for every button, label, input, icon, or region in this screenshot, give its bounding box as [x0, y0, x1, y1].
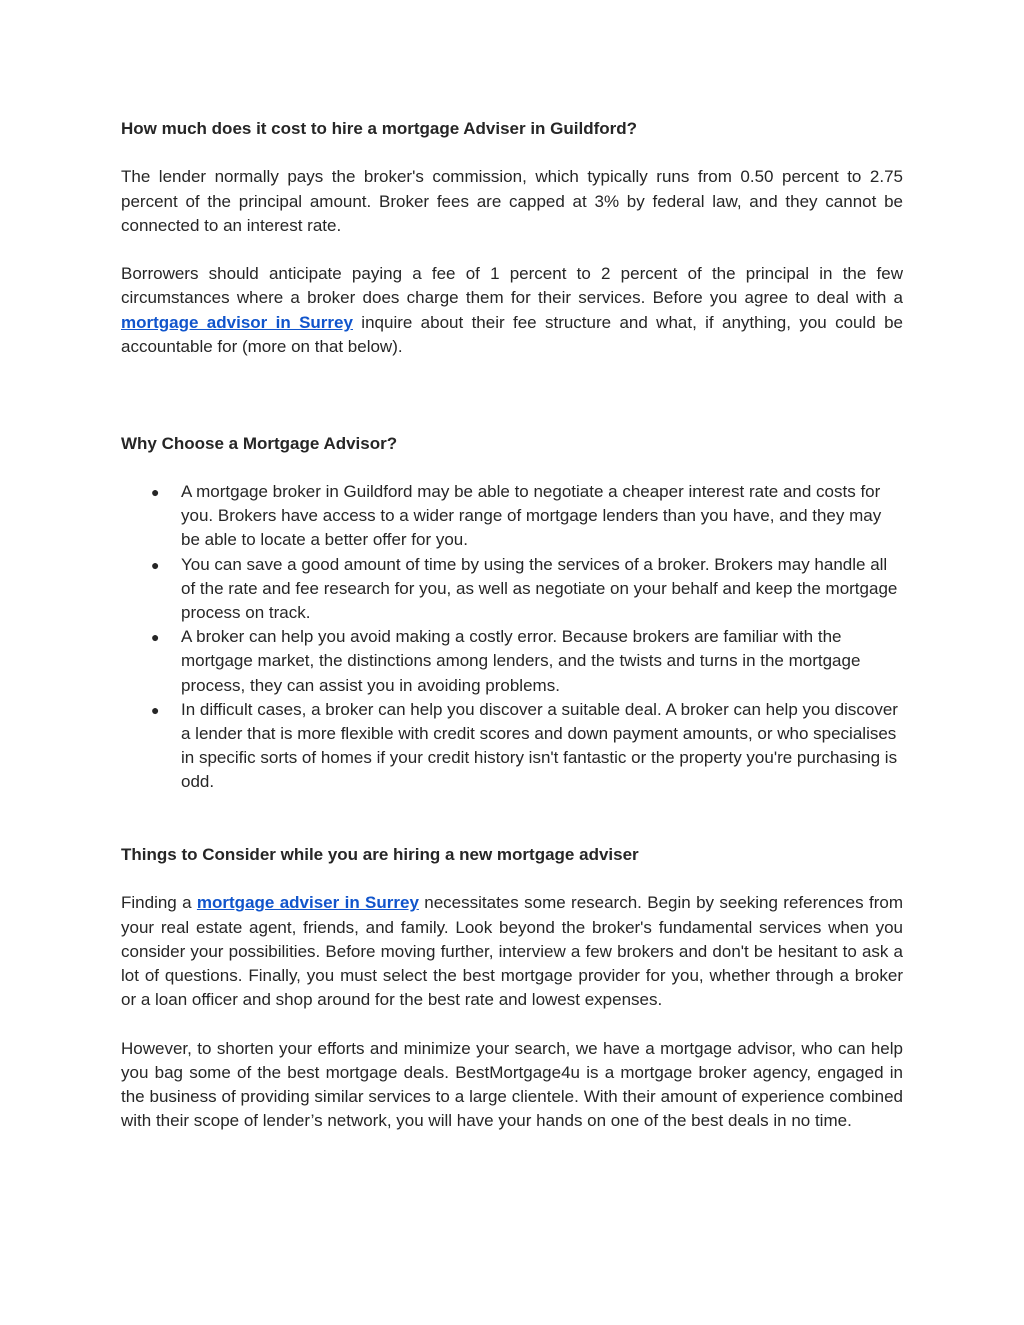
section-heading-why-choose: Why Choose a Mortgage Advisor?	[121, 433, 398, 453]
list-item-text: In difficult cases, a broker can help you discover a suitable deal. A broker can help you discover a lender that is more flexible with credit scores and down payment amounts, or who specialises in specific sorts of homes if your credit history isn't fantastic or the property you're purchasing is odd.	[181, 699, 898, 792]
paragraph-finding-adviser	[121, 891, 903, 1012]
mortgage-advisor-surrey-link[interactable]: mortgage advisor in Surrey	[121, 312, 353, 332]
paragraph-borrower-fees	[121, 262, 903, 359]
reasons-list	[121, 480, 903, 795]
mortgage-adviser-surrey-link[interactable]: mortgage adviser in Surrey	[196, 893, 419, 913]
section-heading-things-to-consider: Things to Consider while you are hiring a new mortgage adviser	[121, 845, 639, 865]
list-item	[121, 480, 903, 553]
paragraph-commission: The lender normally pays the broker's commission, which typically runs from 0.50 percent to 2.75 percent of the principal amount. Broker fees are capped at 3% by federal law, and they cannot be connected to an interest rate.	[121, 167, 903, 235]
paragraph-text: necessitates some research. Begin by seeking references from your real estate agent, friends, and family. Look beyond the broker's fundamental services when you consider your possibilities. Before moving further, interview a few brokers and don't be hesitant to ask a lot of questions. Finally, you must select the best mortgage provider for you, whether through a broker or a loan officer and shop around for the best rate and lowest expenses.	[121, 893, 903, 1010]
list-item	[121, 698, 903, 795]
bullet-icon: ●	[151, 483, 160, 500]
list-item-text: A mortgage broker in Guildford may be able to negotiate a cheaper interest rate and costs for you. Brokers have access to a wider range of mortgage lenders than you have, and they may be able to locate a better offer for you.	[181, 481, 882, 550]
paragraph-text: Finding a	[121, 893, 197, 913]
paragraph-text: inquire about their fee structure and what, if anything, you could be accountable for (more on that below).	[121, 312, 903, 356]
section-heading-cost: How much does it cost to hire a mortgage Adviser in Guildford?	[121, 119, 638, 138]
list-item-text: A broker can help you avoid making a costly error. Because brokers are familiar with the mortgage market, the distinctions among lenders, and the twists and turns in the mortgage process, they can assist you in avoiding problems.	[181, 627, 861, 695]
paragraph-bestmortgage4u: However, to shorten your efforts and minimize your search, we have a mortgage advisor, who can help you bag some of the best mortgage deals. BestMortgage4u is a mortgage broker agency, engaged in the business of providing similar services to a large clientele. With their amount of experience combined with their scope of lender’s network, you will have your hands on one of the best deals in no time.	[121, 1038, 903, 1131]
list-item	[121, 553, 903, 626]
bullet-icon: ●	[151, 556, 160, 573]
paragraph-text: Borrowers should anticipate paying a fee of 1 percent to 2 percent of the principal in the few circumstances where a broker does charge them for their services. Before you agree to deal with a	[121, 264, 903, 308]
list-item	[121, 625, 903, 698]
bullet-icon: ●	[151, 629, 160, 646]
bullet-icon: ●	[151, 701, 160, 718]
list-item-text: You can save a good amount of time by using the services of a broker. Brokers may handle all of the rate and fee research for you, as well as negotiate on your behalf and keep the mortgage process on track.	[181, 554, 898, 622]
document-page	[121, 117, 903, 1133]
